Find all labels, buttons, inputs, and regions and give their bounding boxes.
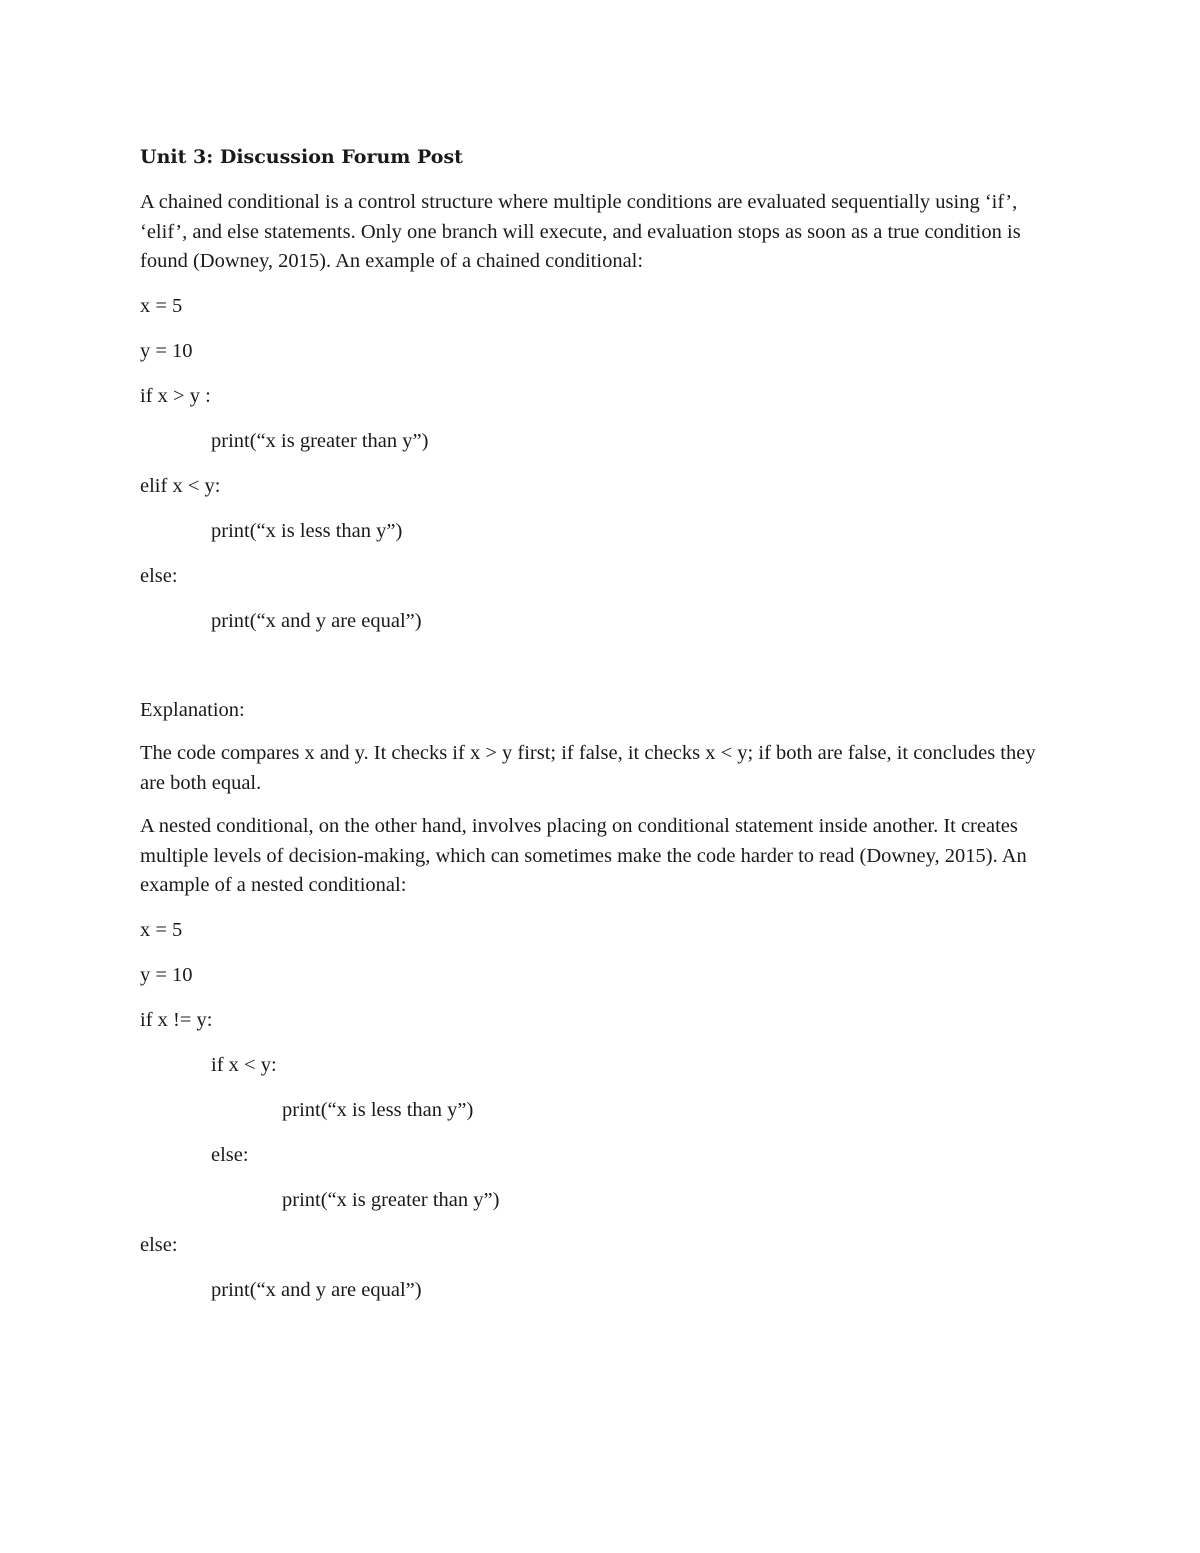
- code-line: if x > y :: [140, 384, 211, 407]
- spacer: [140, 651, 1060, 696]
- code-line: x = 5: [140, 918, 183, 941]
- code-line: y = 10: [140, 963, 193, 986]
- code-line: elif x < y:: [140, 474, 221, 497]
- code-line: x = 5: [140, 294, 183, 317]
- document-title: Unit 3: Discussion Forum Post: [140, 146, 463, 168]
- code-line: y = 10: [140, 339, 193, 362]
- code-line: print(“x and y are equal”): [211, 609, 422, 632]
- code-line: print(“x is greater than y”): [282, 1188, 500, 1211]
- code-line: print(“x is greater than y”): [211, 429, 429, 452]
- code-line: else:: [140, 1233, 178, 1256]
- code-line: else:: [211, 1143, 249, 1166]
- code-line: else:: [140, 564, 178, 587]
- nested-intro-paragraph: A nested conditional, on the other hand, involves placing on conditional statement inside another. It creates multiple levels of decision-making, which can sometimes make the code harder to read (Downey, 2015). An example of a nested conditional:: [140, 815, 1027, 896]
- explanation-label: Explanation:: [140, 698, 245, 721]
- chained-code-block: [140, 291, 1060, 651]
- code-line: if x < y:: [211, 1053, 277, 1076]
- code-line: if x != y:: [140, 1008, 213, 1031]
- code-line: print(“x is less than y”): [211, 519, 403, 542]
- intro-paragraph: A chained conditional is a control structure where multiple conditions are evaluated sequentially using ‘if’, ‘elif’, and else statements. Only one branch will execute, and evaluation stops as soon as a true condition is found (Downey, 2015). An example of a chained conditional:: [140, 191, 1021, 272]
- nested-code-block: [140, 915, 1060, 1320]
- explanation-paragraph: The code compares x and y. It checks if x > y first; if false, it checks x < y; if both are false, it concludes they are both equal.: [140, 742, 1036, 794]
- code-line: print(“x and y are equal”): [211, 1278, 422, 1301]
- code-line: print(“x is less than y”): [282, 1098, 474, 1121]
- document-body: [140, 142, 1060, 1320]
